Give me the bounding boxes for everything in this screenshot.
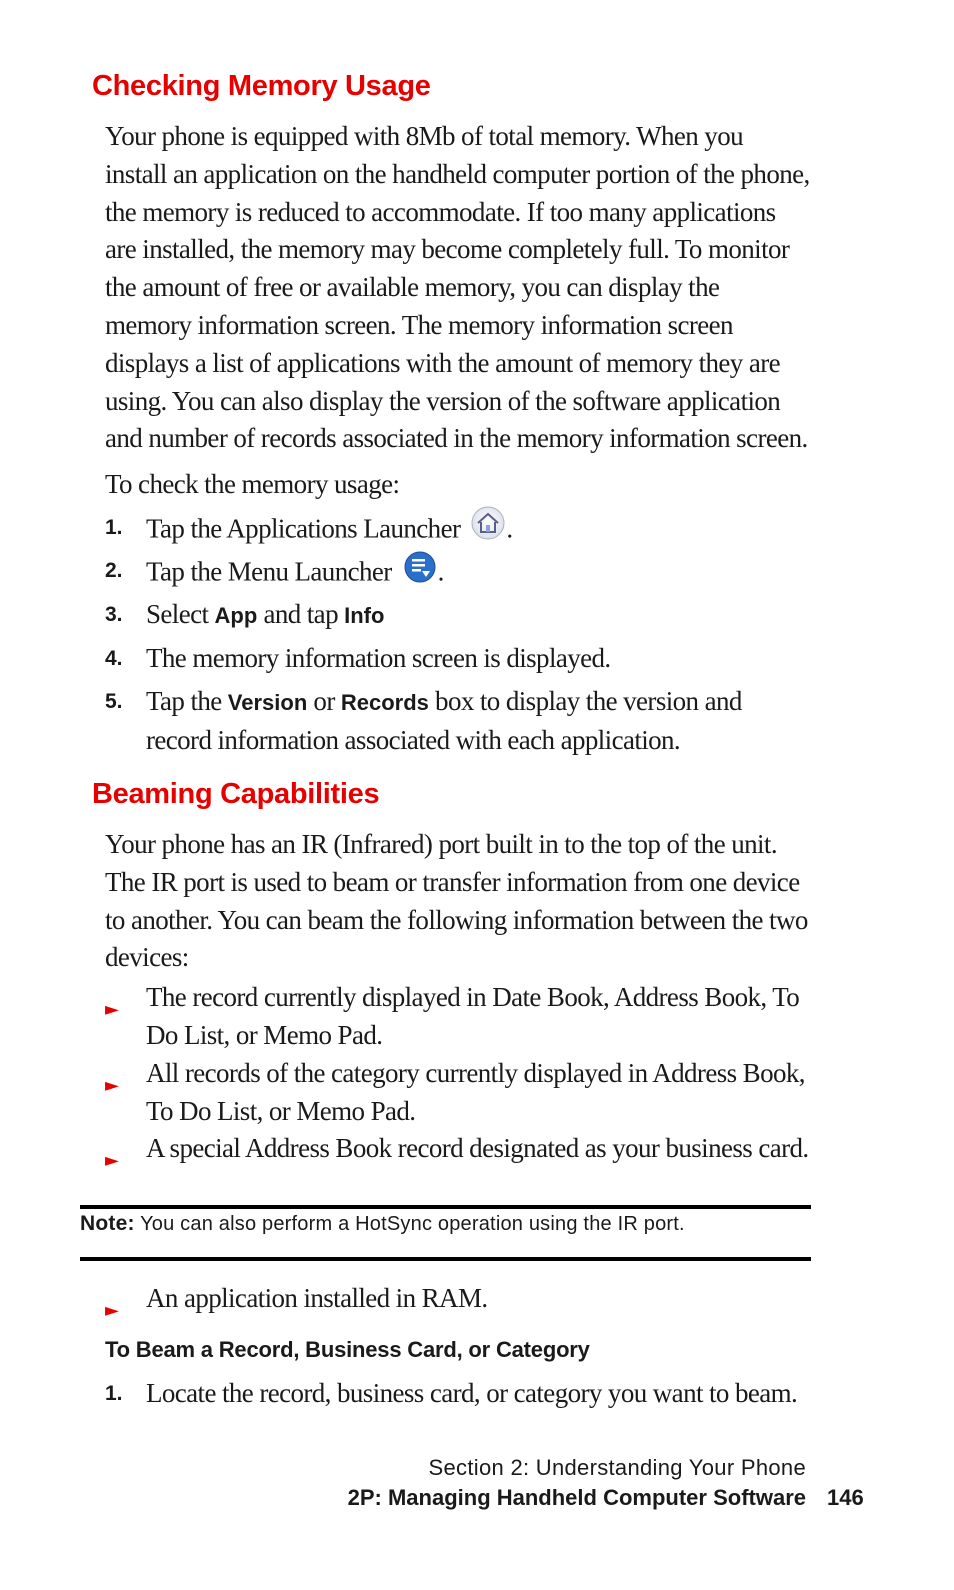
memory-step-3 — [105, 596, 810, 635]
section-heading-beaming: Beaming Capabilities — [92, 778, 380, 810]
bullet-arrow-icon: ► — [105, 1150, 119, 1171]
home-icon — [470, 506, 506, 551]
step-trailing-period: . — [437, 556, 444, 587]
footer-section-title: Section 2: Understanding Your Phone — [428, 1455, 806, 1480]
step-text: Tap the Menu Launcher — [146, 556, 392, 587]
keyword-records: Records — [340, 690, 429, 715]
note-label: Note: — [80, 1212, 135, 1235]
memory-intro: To check the memory usage: — [105, 469, 400, 499]
step-number: 5. — [105, 690, 123, 713]
beaming-bullet-4 — [105, 1280, 810, 1321]
footer-chapter-title: 2P: Managing Handheld Computer Software — [347, 1485, 806, 1510]
bullet-text: All records of the category currently displayed in Address Book, To Do List, or Memo Pad. — [146, 1058, 805, 1126]
step-text: box to display the version and record information associated with each application. — [146, 686, 742, 755]
step-text: and tap — [257, 599, 345, 629]
beaming-bullet-3 — [105, 1130, 810, 1171]
step-number: 2. — [105, 559, 123, 582]
page-number: 146 — [827, 1485, 864, 1510]
bullet-text: An application installed in RAM. — [146, 1283, 488, 1313]
step-number: 3. — [105, 603, 123, 626]
step-text: Locate the record, business card, or category you want to beam. — [146, 1378, 798, 1408]
note-bottom-rule — [80, 1257, 811, 1261]
beaming-bullet-1 — [105, 979, 810, 1055]
step-text: Tap the Applications Launcher — [146, 513, 461, 544]
step-trailing-period: . — [506, 513, 513, 544]
keyword-app: App — [214, 603, 258, 628]
memory-step-5 — [105, 683, 810, 760]
note-box — [80, 1212, 811, 1236]
section-heading-memory: Checking Memory Usage — [92, 70, 431, 102]
beaming-step-1 — [105, 1375, 810, 1413]
keyword-version: Version — [227, 690, 308, 715]
bullet-text: The record currently displayed in Date Book, Address Book, To Do List, or Memo Pad. — [146, 982, 800, 1050]
memory-step-4 — [105, 640, 810, 678]
menu-icon — [402, 549, 438, 594]
step-text: or — [307, 686, 341, 716]
bullet-text: A special Address Book record designated as your business card. — [146, 1133, 809, 1163]
note-top-rule — [80, 1205, 811, 1209]
memory-step-2 — [105, 552, 810, 597]
procedure-subheading: To Beam a Record, Business Card, or Category — [105, 1337, 590, 1362]
memory-paragraph: Your phone is equipped with 8Mb of total memory. When you install an application on the handheld computer portion of the phone, the memory is reduced to accommodate. If too many applications are installed, the memory may become completely full. To monitor the amount of free or available memory, you can display the memory information screen. The memory information screen displays a list of applications with the amount of memory they are using. You can also display the version of the software application and number of records associated in the memory information screen. — [105, 121, 810, 454]
step-number: 1. — [105, 1382, 123, 1405]
bullet-arrow-icon: ► — [105, 1300, 119, 1321]
step-number: 4. — [105, 647, 123, 670]
bullet-arrow-icon: ► — [105, 1075, 119, 1096]
step-text: Tap the — [146, 686, 228, 716]
step-text: Select — [146, 599, 215, 629]
step-number: 1. — [105, 516, 123, 539]
bullet-arrow-icon: ► — [105, 999, 119, 1020]
step-text: The memory information screen is displayed. — [146, 643, 611, 673]
beaming-bullet-2 — [105, 1055, 810, 1131]
memory-step-1 — [105, 509, 810, 554]
beaming-paragraph: Your phone has an IR (Infrared) port built in to the top of the unit. The IR port is used to beam or transfer information from one device to another. You can beam the following information between the two devices: — [105, 829, 808, 973]
keyword-info: Info — [344, 603, 385, 628]
note-text: You can also perform a HotSync operation using the IR port. — [134, 1213, 685, 1235]
